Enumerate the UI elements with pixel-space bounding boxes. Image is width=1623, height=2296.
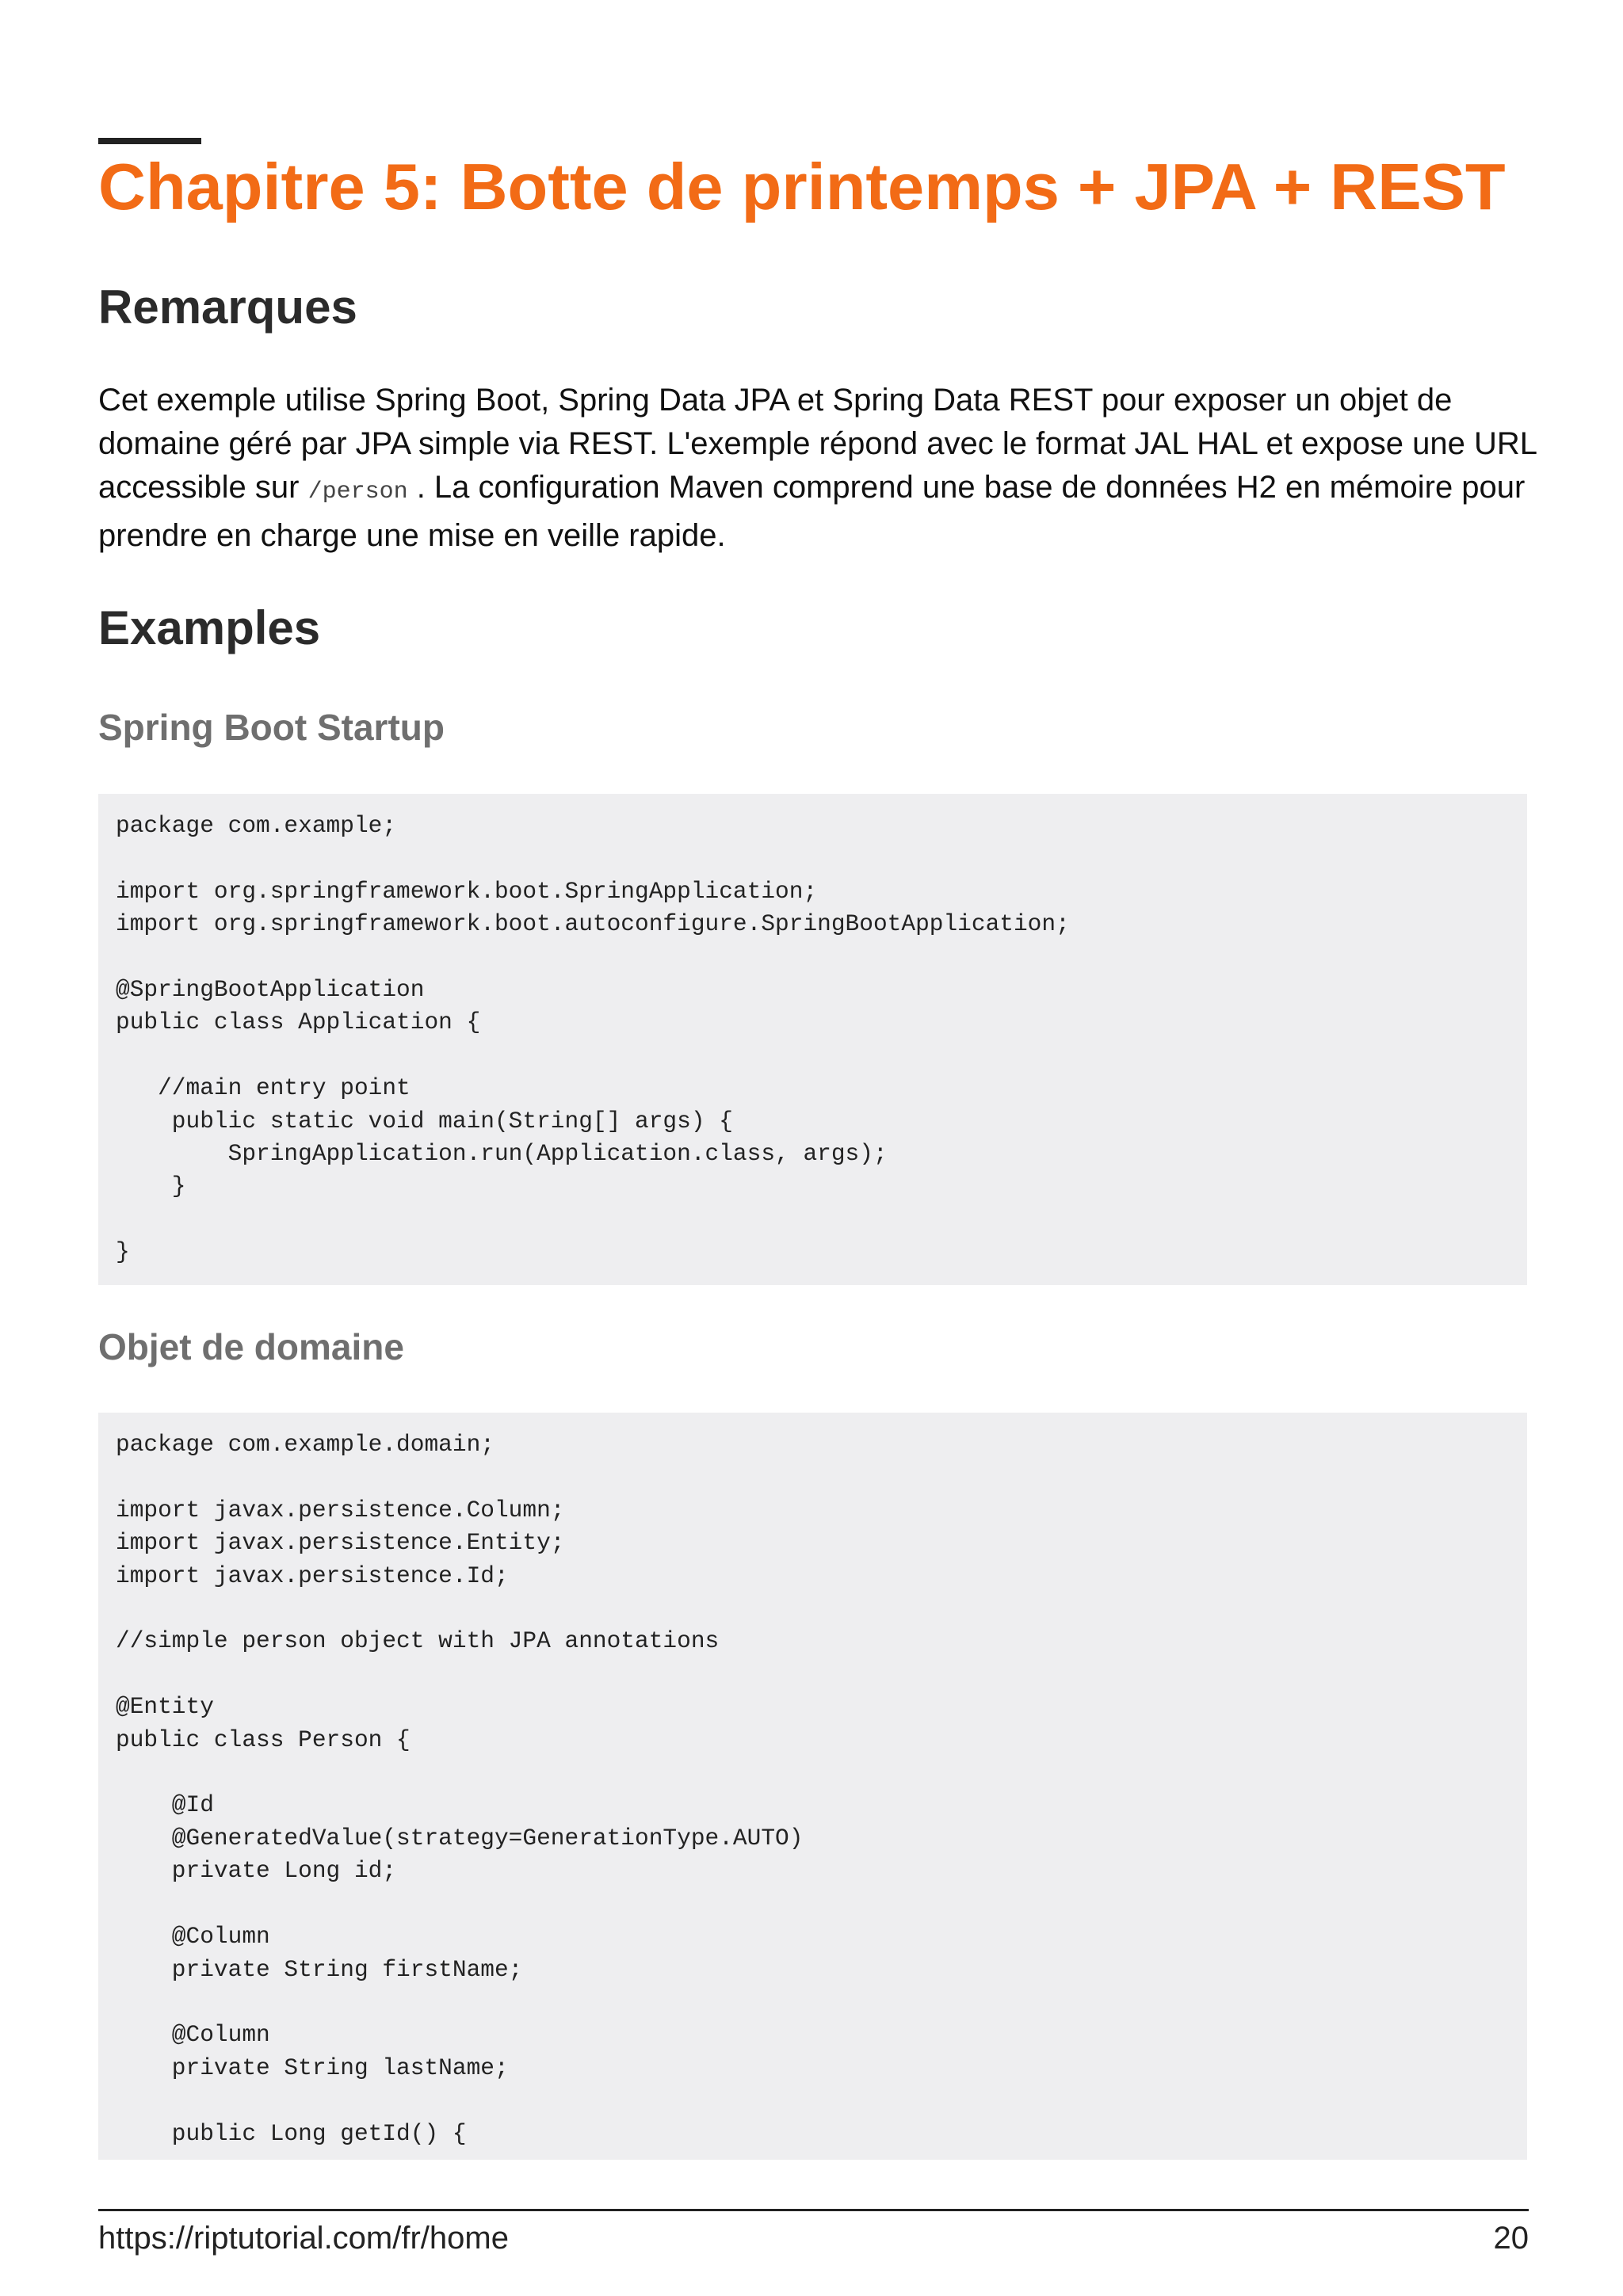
remarks-text-end: . La configuration Maven comprend une base de données H2 en mémoire pour prendre en charge une mise en veille rapide. bbox=[98, 470, 1526, 553]
remarks-paragraph bbox=[98, 379, 1549, 558]
spring-boot-startup-code-block: package com.example; import org.springframework.boot.SpringApplication; import org.springframework.boot.autoconfigure.SpringBootApplication; @SpringBootApplication public class Application { //main entry point public static void main(String[] args) { SpringApplication.run(Application.class, args); } } bbox=[98, 794, 1527, 1285]
remarks-heading: Remarques bbox=[98, 280, 357, 334]
examples-heading: Examples bbox=[98, 601, 321, 654]
footer-rule bbox=[98, 2209, 1529, 2211]
spring-boot-startup-heading: Spring Boot Startup bbox=[98, 707, 445, 748]
page-number: 20 bbox=[1493, 2221, 1529, 2256]
remarks-text-start: Cet exemple utilise Spring Boot, Spring Data JPA et Spring Data REST pour exposer un objet de domaine géré par JPA simple via REST. L'exemple répond avec le format JAL HAL et expose une URL accessible sur bbox=[98, 383, 1537, 505]
domain-object-code-block: package com.example.domain; import javax.persistence.Column; import javax.persistence.Entity; import javax.persistence.Id; //simple person object with JPA annotations @Entity public class Person { @Id @GeneratedValue(strategy=GenerationType.AUTO) private Long id; @Column private String firstName; @Column private String lastName; public Long getId() { bbox=[98, 1413, 1527, 2160]
domain-object-heading: Objet de domaine bbox=[98, 1326, 404, 1367]
chapter-rule bbox=[98, 138, 201, 144]
chapter-title: Chapitre 5: Botte de printemps + JPA + REST bbox=[98, 150, 1506, 223]
inline-code-person: /person bbox=[307, 479, 408, 505]
footer-url: https://riptutorial.com/fr/home bbox=[98, 2221, 509, 2256]
